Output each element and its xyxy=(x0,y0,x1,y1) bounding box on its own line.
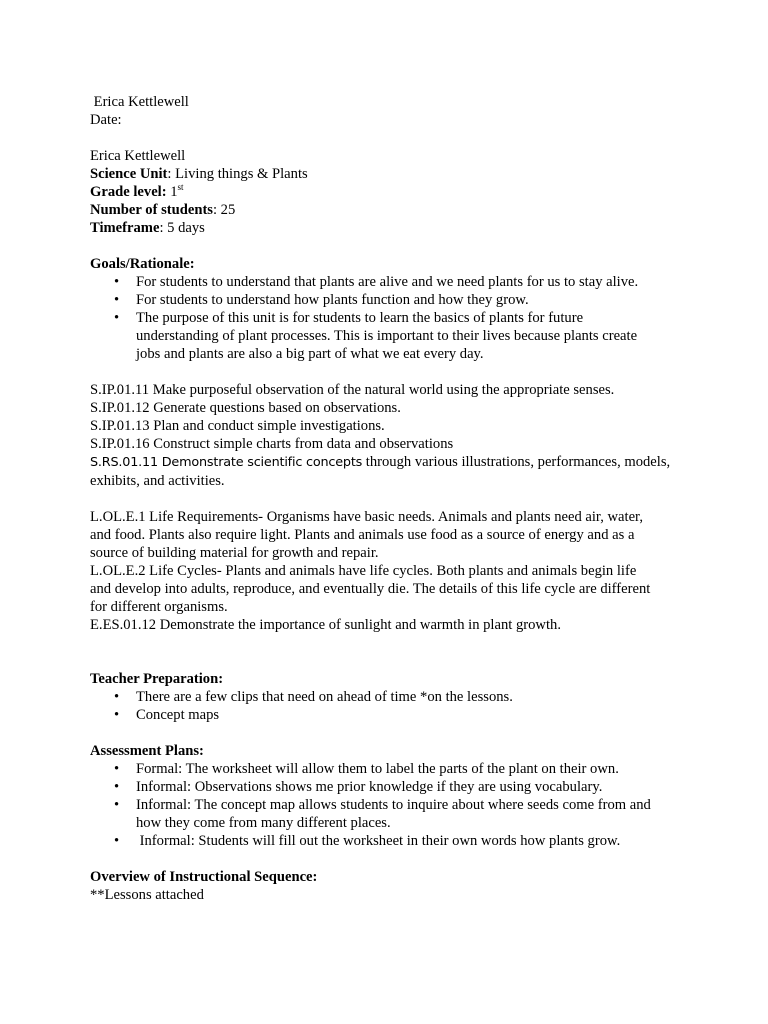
life-standard-line: for different organisms. xyxy=(90,599,228,615)
lessons-attached-note: **Lessons attached xyxy=(90,887,204,903)
science-unit-value: : Living things & Plants xyxy=(167,166,308,182)
number-of-students-label: Number of students xyxy=(90,202,213,218)
life-standard-line: and food. Plants also require light. Plants and animals use food as a source of energy and as a xyxy=(90,527,635,543)
grade-level-row xyxy=(90,183,680,201)
list-item: • For students to understand how plants function and how they grow. xyxy=(90,291,680,309)
standard-code-sans: S.RS.01.11 Demonstrate scientific concepts xyxy=(90,455,363,470)
goals-heading: Goals/Rationale: xyxy=(90,256,195,272)
life-standard-line: and develop into adults, reproduce, and eventually die. The details of this life cycle are different xyxy=(90,581,651,597)
life-standard-line: L.OL.E.1 Life Requirements- Organisms have basic needs. Animals and plants need air, water, xyxy=(90,509,643,525)
grade-level-value: 1 xyxy=(166,184,178,200)
grade-level-label: Grade level: xyxy=(90,184,167,200)
life-standard-line: source of building material for growth and repair. xyxy=(90,545,379,561)
assessment-line: • Informal: The concept map allows students to inquire about where seeds come from and xyxy=(136,797,651,813)
number-of-students-row xyxy=(90,201,680,219)
list-item: • Informal: Observations shows me prior knowledge if they are using vocabulary. xyxy=(90,778,680,796)
teacher-prep-heading: Teacher Preparation: xyxy=(90,671,224,687)
timeframe-value: : 5 days xyxy=(159,220,205,236)
list-item: • There are a few clips that need on ahead of time *on the lessons. xyxy=(90,688,680,706)
list-item xyxy=(90,309,680,363)
list-item: • For students to understand that plants are alive and we need plants for us to stay alive. xyxy=(90,273,680,291)
timeframe-label: Timeframe xyxy=(90,220,160,236)
author-line: Erica Kettlewell xyxy=(90,94,189,110)
standard-line: S.RS.01.11 Demonstrate scientific concepts through various illustrations, performances, models, xyxy=(90,454,671,470)
goal-line: jobs and plants are also a big part of what we eat every day. xyxy=(136,346,484,362)
date-label: Date: xyxy=(90,112,122,128)
standard-line: S.IP.01.13 Plan and conduct simple investigations. xyxy=(90,418,385,434)
science-unit-row xyxy=(90,165,680,183)
life-standard-line: L.OL.E.2 Life Cycles- Plants and animals have life cycles. Both plants and animals begin life xyxy=(90,563,637,579)
list-item xyxy=(90,796,680,832)
standard-line: exhibits, and activities. xyxy=(90,473,225,489)
science-unit-label: Science Unit xyxy=(90,166,168,182)
assessment-heading: Assessment Plans: xyxy=(90,743,204,759)
assessment-list xyxy=(90,760,680,850)
goal-line: • The purpose of this unit is for students to learn the basics of plants for future xyxy=(136,310,584,326)
life-standard-line: E.ES.01.12 Demonstrate the importance of sunlight and warmth in plant growth. xyxy=(90,617,561,633)
assessment-line: how they come from many different places. xyxy=(136,815,391,831)
list-item: • Informal: Students will fill out the worksheet in their own words how plants grow. xyxy=(90,832,680,850)
overview-heading: Overview of Instructional Sequence: xyxy=(90,869,318,885)
standard-line: S.IP.01.12 Generate questions based on observations. xyxy=(90,400,401,416)
standard-line: S.IP.01.11 Make purposeful observation of the natural world using the appropriate senses. xyxy=(90,382,615,398)
lesson-plan-document xyxy=(90,93,680,904)
goals-list xyxy=(90,273,680,363)
list-item: • Concept maps xyxy=(90,706,680,724)
goal-line: understanding of plant processes. This is important to their lives because plants create xyxy=(136,328,638,344)
number-of-students-value: : 25 xyxy=(212,202,236,218)
timeframe-row xyxy=(90,219,680,237)
grade-level-suffix: st xyxy=(177,182,184,192)
teacher-prep-list xyxy=(90,688,680,724)
standard-line: S.IP.01.16 Construct simple charts from data and observations xyxy=(90,436,454,452)
teacher-name: Erica Kettlewell xyxy=(90,148,186,164)
list-item: • Formal: The worksheet will allow them to label the parts of the plant on their own. xyxy=(90,760,680,778)
